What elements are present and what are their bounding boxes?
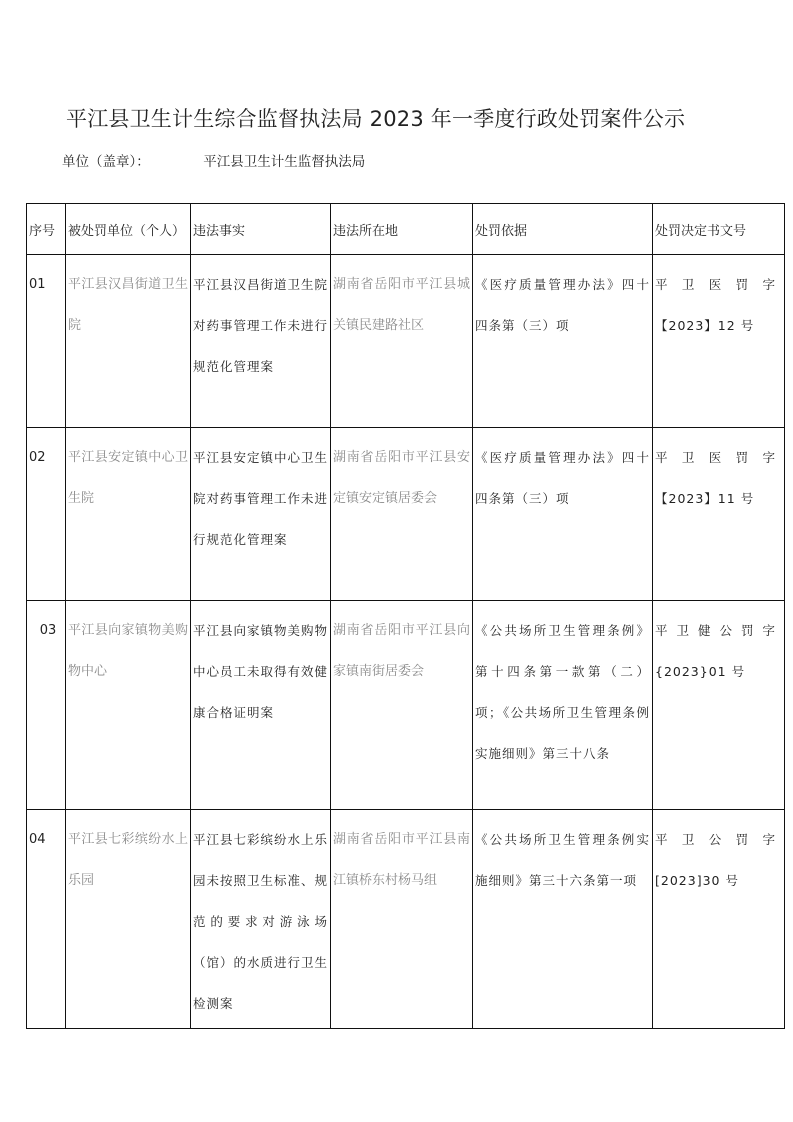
decision-number-prefix: 平 卫 医 罚 字 [655,450,776,465]
unit-value: 平江县卫生计生监督执法局 [203,154,366,170]
cell-violation-fact: 平江县汉昌街道卫生院对药事管理工作未进行规范化管理案 [191,255,331,428]
cell-decision-number [653,601,785,810]
penalty-cases-table [26,203,785,1029]
table-row [27,255,785,428]
cell-penalized-unit: 平江县向家镇物美购物中心 [66,601,191,810]
decision-number-suffix: 【2023】12 号 [655,318,755,333]
unit-label: 单位（盖章）： [62,154,150,170]
cell-violation-fact: 平江县七彩缤纷水上乐园未按照卫生标准、规范的要求对游泳场（馆）的水质进行卫生检测案 [191,810,331,1029]
cell-seq: 03 [27,601,66,810]
decision-number-prefix: 平 卫 公 罚 字 [655,832,776,847]
header-decision-number: 处罚决定书文号 [653,204,785,255]
cell-penalty-basis: 《医疗质量管理办法》四十四条第（三）项 [473,428,653,601]
cell-violation-fact: 平江县向家镇物美购物中心员工未取得有效健康合格证明案 [191,601,331,810]
table-header-row [27,204,785,255]
document-title: 平江县卫生计生综合监督执法局 2023 年一季度行政处罚案件公示 [66,107,686,131]
decision-number-suffix: 【2023】11 号 [655,491,755,506]
cell-penalty-basis: 《公共场所卫生管理条例》第十四条第一款第（二）项；《公共场所卫生管理条例实施细则》第三十八条 [473,601,653,810]
cell-violation-location: 湖南省岳阳市平江县南江镇桥东村杨马组 [331,810,473,1029]
cell-penalized-unit: 平江县七彩缤纷水上乐园 [66,810,191,1029]
table-row [27,601,785,810]
cell-decision-number [653,810,785,1029]
decision-number-suffix: {2023}01 号 [655,664,746,679]
cell-penalty-basis: 《公共场所卫生管理条例实施细则》第三十六条第一项 [473,810,653,1029]
cell-seq: 01 [27,255,66,428]
decision-number-prefix: 平 卫 医 罚 字 [655,277,776,292]
header-seq: 序号 [27,204,66,255]
cell-penalized-unit: 平江县安定镇中心卫生院 [66,428,191,601]
header-violation-fact: 违法事实 [191,204,331,255]
cell-violation-location: 湖南省岳阳市平江县城关镇民建路社区 [331,255,473,428]
cell-decision-number [653,428,785,601]
cell-penalty-basis: 《医疗质量管理办法》四十四条第（三）项 [473,255,653,428]
table-row [27,428,785,601]
header-penalized-unit: 被处罚单位（个人） [66,204,191,255]
header-penalty-basis: 处罚依据 [473,204,653,255]
cell-seq: 04 [27,810,66,1029]
cell-penalized-unit: 平江县汉昌街道卫生院 [66,255,191,428]
cell-seq: 02 [27,428,66,601]
issuing-unit-row [62,150,365,170]
decision-number-prefix: 平 卫 健 公 罚 字 [655,623,776,638]
cell-violation-fact: 平江县安定镇中心卫生院对药事管理工作未进行规范化管理案 [191,428,331,601]
cell-violation-location: 湖南省岳阳市平江县安定镇安定镇居委会 [331,428,473,601]
cell-decision-number [653,255,785,428]
decision-number-suffix: [2023]30 号 [655,873,739,888]
header-violation-location: 违法所在地 [331,204,473,255]
cell-violation-location: 湖南省岳阳市平江县向家镇南街居委会 [331,601,473,810]
table-row [27,810,785,1029]
